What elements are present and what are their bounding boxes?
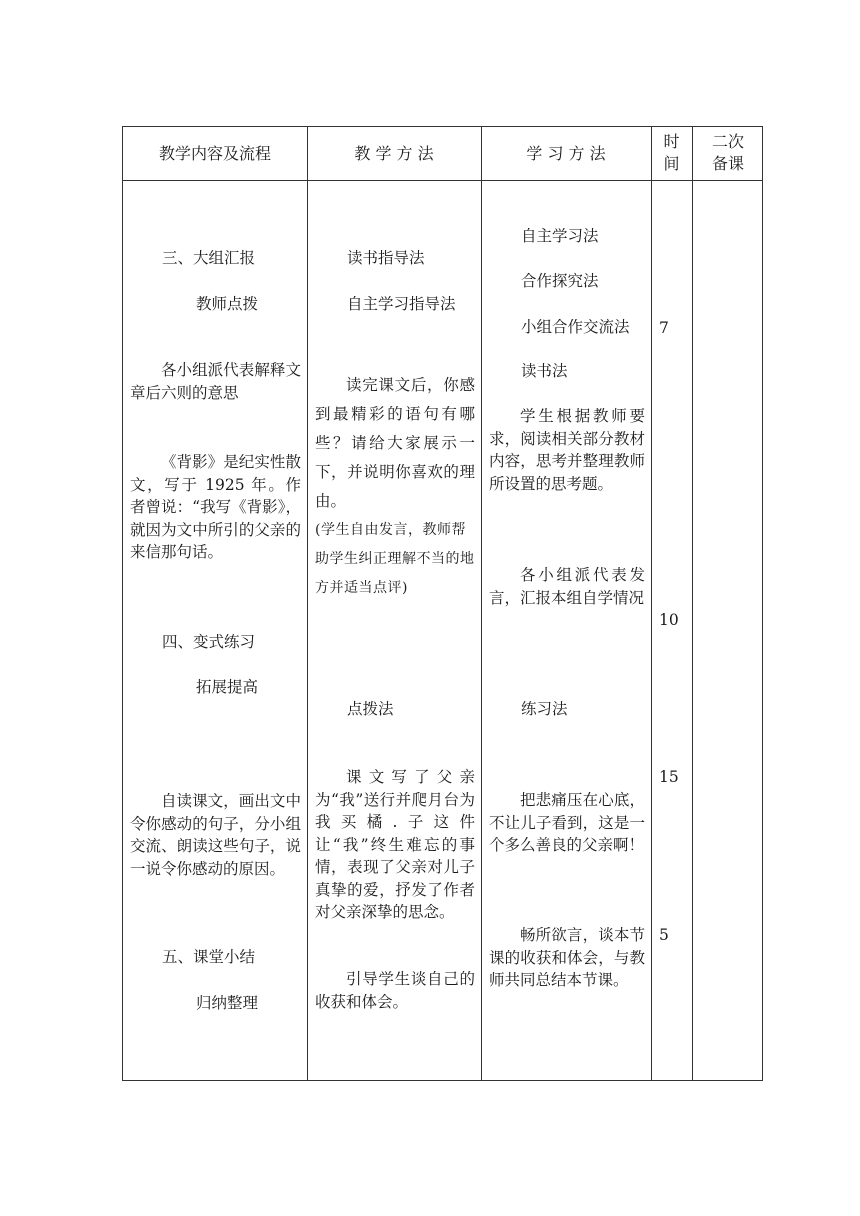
col2-paragraph: 引导学生谈自己的收获和体会。 [315, 970, 475, 1011]
col1-paragraph: 各小组派代表解释文章后六则的意思 [130, 361, 301, 402]
lesson-plan-table [122, 126, 763, 1081]
header-teaching-method: 教 学 方 法 [354, 144, 434, 163]
header-content: 教学内容及流程 [158, 144, 271, 163]
learning-method-item: 读书法 [521, 362, 568, 380]
header-learning-method: 学 习 方 法 [526, 144, 606, 163]
col2-paragraph: 读完课文后，你感到最精彩的语句有哪些？请给大家展示一下，并说明你喜欢的理由。 [315, 376, 475, 510]
col2-note: (学生自由发言，教师帮助学生纠正理解不当的地方并适当点评) [315, 522, 475, 596]
learning-method-item: 练习法 [521, 700, 568, 718]
time-value: 10 [659, 611, 679, 629]
column-divider [651, 127, 652, 1080]
col3-paragraph: 畅所欲言，谈本节课的收获和体会，与教师共同总结本节课。 [489, 926, 645, 989]
header-time-1: 时 [663, 132, 680, 151]
col3-paragraph: 把悲痛压在心底，不让儿子看到，这是一个多么善良的父亲啊！ [489, 791, 645, 854]
teaching-method-item: 读书指导法 [347, 249, 425, 267]
section-5-title: 五、课堂小结 [162, 948, 256, 966]
teaching-method-item: 自主学习指导法 [347, 295, 456, 313]
teaching-method-item: 点拨法 [347, 700, 394, 718]
section-3-subtitle: 教师点拨 [196, 295, 259, 313]
section-4-subtitle: 拓展提高 [196, 678, 259, 696]
col1-paragraph: 《背影》是纪实性散文，写于 1925 年。作者曾说：“我写《背影》，就因为文中所引的父亲的来信那句话。 [130, 453, 301, 561]
header-prep-1: 二次 [711, 132, 744, 151]
time-value: 15 [659, 768, 679, 786]
section-3-title: 三、大组汇报 [162, 249, 256, 267]
column-divider [307, 127, 308, 1080]
col3-paragraph: 各小组派代表发言，汇报本组自学情况 [489, 566, 645, 607]
learning-method-item: 合作探究法 [521, 272, 599, 290]
time-value: 7 [659, 319, 669, 337]
header-time-2: 间 [663, 154, 680, 173]
learning-method-item: 自主学习法 [521, 227, 599, 245]
col3-paragraph: 学生根据教师要求，阅读相关部分教材内容，思考并整理教师所设置的思考题。 [489, 407, 645, 493]
section-5-subtitle: 归纳整理 [196, 994, 259, 1012]
column-divider [481, 127, 482, 1080]
header-prep-2: 备课 [711, 154, 744, 173]
time-value: 5 [659, 926, 669, 944]
col2-paragraph: 课文写了父亲为“我”送行并爬月台为我买橘.子这件让“我”终生难忘的事情，表现了父亲对儿子真挚的爱，抒发了作者对父亲深挚的思念。 [315, 768, 475, 921]
column-divider [692, 127, 693, 1080]
header-divider [123, 180, 762, 181]
learning-method-item: 小组合作交流法 [521, 318, 630, 336]
col1-paragraph: 自读课文，画出文中令你感动的句子，分小组交流、朗读这些句子，说一说令你感动的原因。 [130, 792, 301, 878]
section-4-title: 四、变式练习 [162, 633, 256, 651]
